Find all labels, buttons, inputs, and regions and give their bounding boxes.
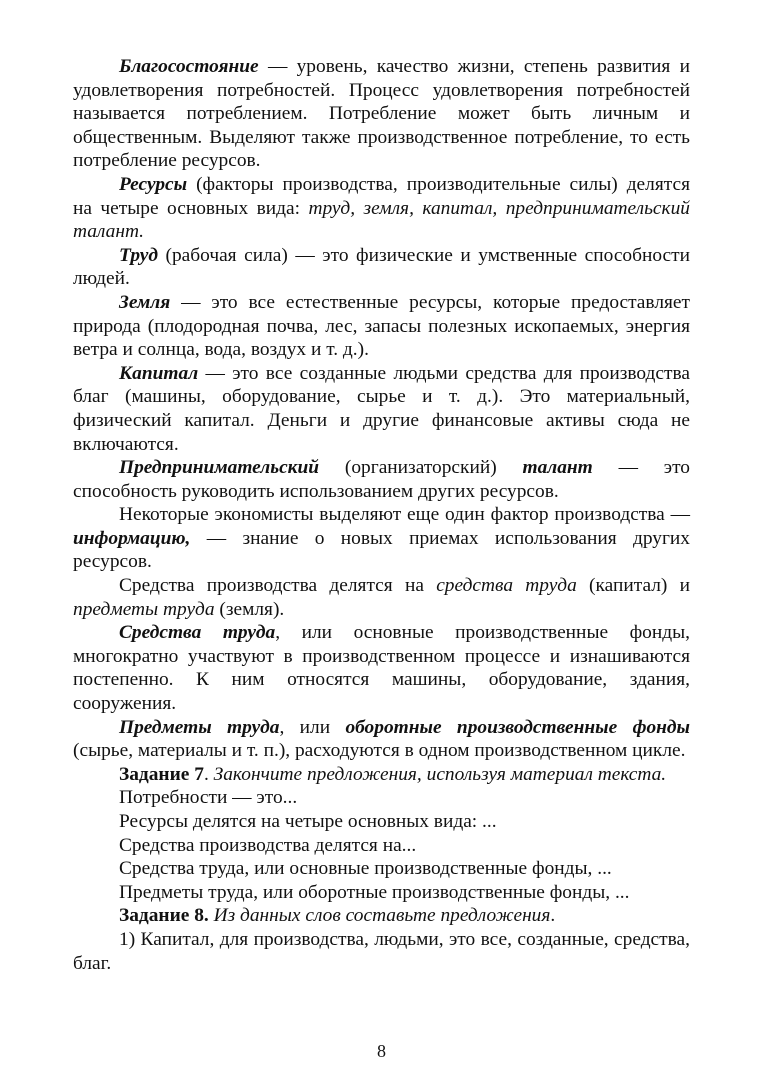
definition-text: (рабочая сила) — это физические и умственные способности людей. [73,244,690,290]
page-content [73,55,690,975]
definition-text: (сырье, материалы и т. п.), расходуются в одном производственном цикле. [73,740,686,762]
paragraph-objects-of-labor [73,716,690,763]
separator: . [203,763,214,785]
definition-text: — это способность руководить использованием других ресурсов. [73,457,691,502]
paragraph-means-of-production [73,574,690,621]
task-7-item: Предметы труда, или оборотные производственные фонды, ... [119,881,630,903]
definition-text: — это все естественные ресурсы, которые предоставляет природа (плодородная почва, лес, запасы полезных ископаемых, энергия ветра и солнца, вода, воздух и т. д.). [73,291,690,361]
task-7-item: Ресурсы делятся на четыре основных вида: ... [119,811,497,832]
page-number: 8 [377,1041,386,1061]
task-7-item: Средства труда, или основные производственные фонды, ... [119,858,612,880]
definition-text: — уровень, качество жизни, степень развития и удовлетворения потребностей. Процесс удовлетворения потребностей называется потреблением. Потребление может быть личным и общественным. Выделяют также производственное потребление, то есть потребление ресурсов. [73,56,690,172]
term-means-of-labor: Средства труда [119,622,276,644]
task-7-heading [73,763,690,787]
body-text: Некоторые экономисты выделяют еще один фактор производства — [119,504,690,526]
definition-text: , или основные производственные фонды, многократно участвуют в производственном процессе и изнашиваются постепенно. К ним относятся машины, оборудование, здания, сооружения. [73,622,690,715]
definition-text: (факторы производства, производительные силы) делятся на четыре основных вида: [73,173,690,219]
definition-text: — это все созданные людьми средства для производства благ (машины, оборудование, сырье и т. д.). Это материальный, физический капитал. Деньги и другие финансовые активы сюда не включаются. [73,362,690,455]
body-text: Средства производства делятся на [119,575,437,597]
separator: . [550,905,556,927]
paragraph-information [73,503,690,574]
term-wellbeing: Благосостояние [119,56,259,77]
body-text: (земля). [214,598,285,620]
means-of-labor: средства труда [436,575,577,597]
term-land: Земля [119,291,171,313]
term-working-capital: оборотные производственные фонды [345,716,690,738]
body-text: — знание о новых приемах использования других ресурсов. [73,527,690,573]
term-labor: Труд [119,244,158,266]
objects-of-labor: предметы труда [73,598,215,620]
body-text: (капитал) и [576,575,690,597]
term-entrepreneurial: Предпринимательский [119,457,320,479]
paragraph-entrepreneurship [73,456,690,503]
task-7-item: Потребности — это... [119,787,298,809]
task-7-label: Задание 7 [119,763,204,785]
paragraph-land [73,291,690,362]
paragraph-resources [73,173,690,244]
task-7-instruction: Закончите предложения, используя материал текста. [213,763,667,785]
paragraph-means-of-labor [73,621,690,715]
paragraph-labor [73,244,690,291]
definition-text: , или [279,716,346,738]
term-resources: Ресурсы [119,173,188,195]
task-8-item: 1) Капитал, для производства, людьми, это все, созданные, средства, благ. [73,928,690,974]
task-7-item: Средства производства делятся на... [119,834,417,856]
term-objects-of-labor: Предметы труда [119,716,280,738]
term-capital: Капитал [119,362,199,384]
resource-types: труд, земля, капитал, предпринимательский талант. [73,197,690,243]
paragraph-capital [73,362,690,456]
task-8-label: Задание 8. [119,905,209,927]
task-8-instruction: Из данных слов составьте предложения [213,905,551,927]
definition-text: (организаторский) [319,457,523,479]
term-information: информацию, [73,527,191,549]
term-talent: талант [522,457,593,479]
paragraph-wellbeing [73,55,690,173]
task-8-heading [73,904,690,928]
